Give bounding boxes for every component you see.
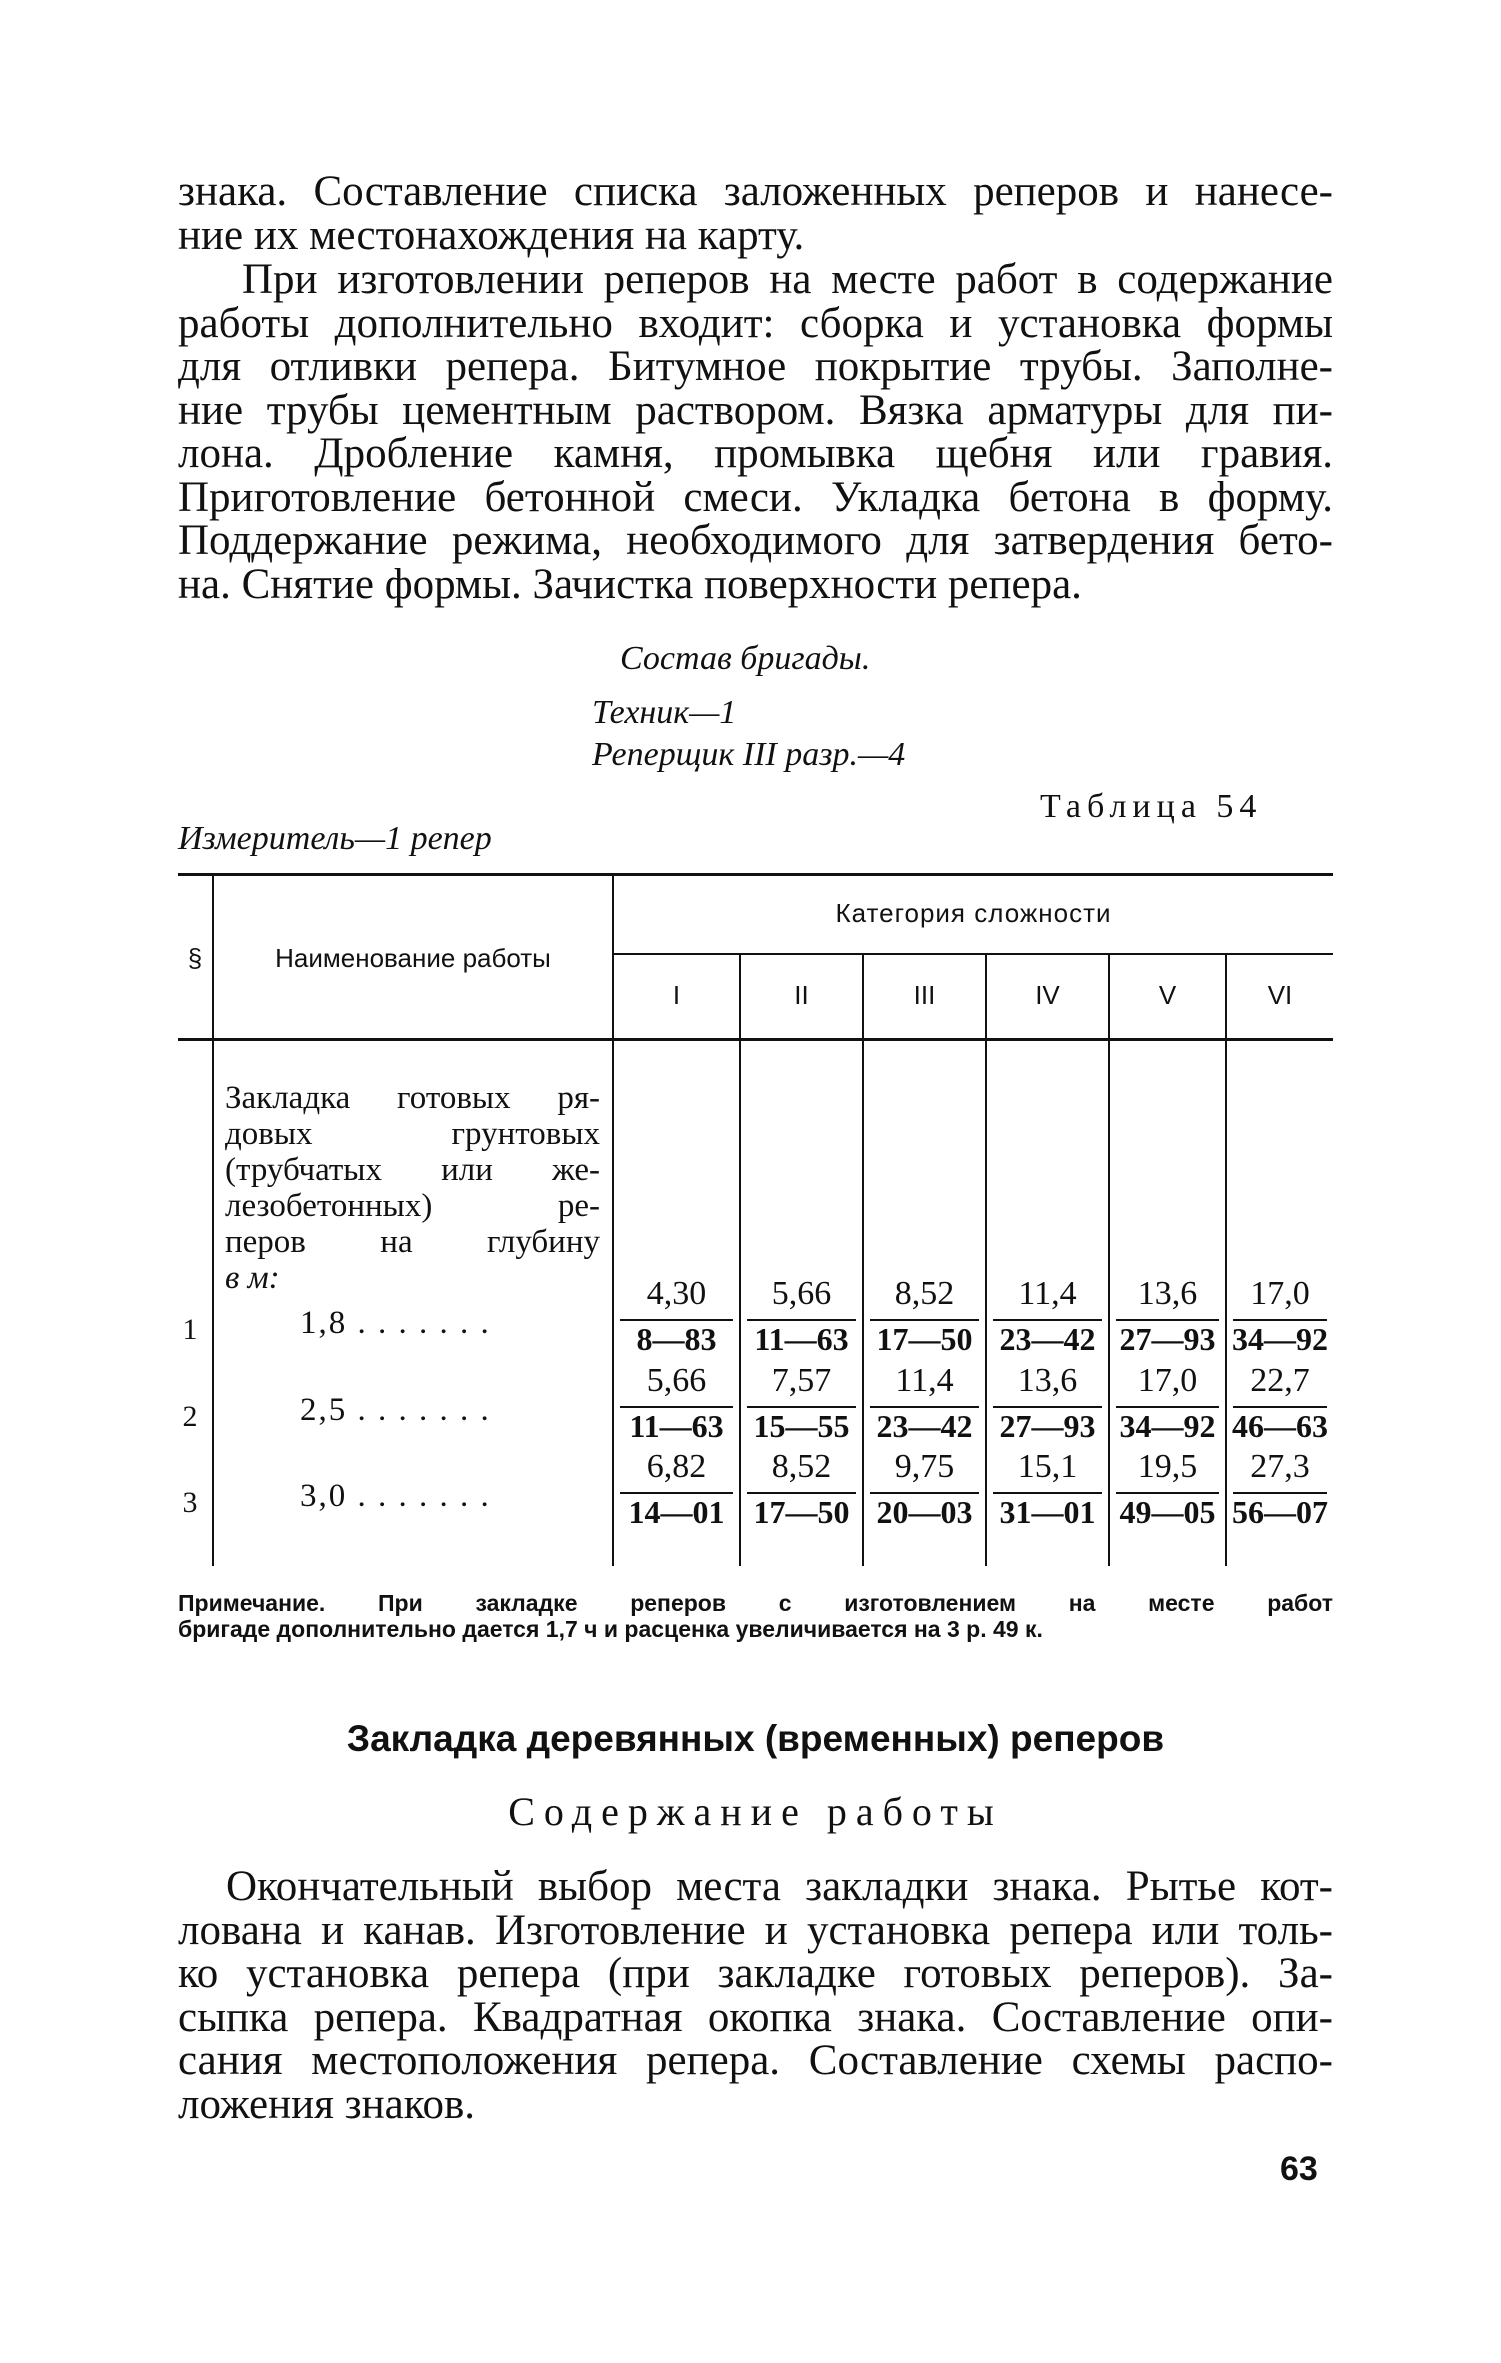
- desc-line: лезобетонных) ре-: [225, 1188, 600, 1224]
- text-line: Приготовление бетонной смеси. Укладка бетона в форму.: [178, 473, 1333, 521]
- cell-rate-value: 15—55: [753, 1408, 850, 1444]
- text-line: При изготовлении реперов на месте работ в содержание: [242, 256, 1333, 303]
- cell-rate-value: 46—63: [1232, 1408, 1328, 1444]
- table-top-rule: [178, 873, 1333, 876]
- desc-line: в м:: [225, 1260, 280, 1296]
- header-category-cell: I: [672, 980, 681, 1010]
- cell-rate-value: 17—50: [876, 1321, 973, 1357]
- text-line: лована и канав. Изготовление и установка репера или толь-: [178, 1906, 1333, 1954]
- header-section: §: [187, 943, 203, 973]
- brigade-member: Реперщик III разр.—4: [592, 736, 906, 773]
- cell-norm-value: 17,0: [1250, 1275, 1310, 1312]
- header-work-name: Наименование работы: [275, 943, 551, 973]
- cell-rate-value: 14—01: [628, 1494, 725, 1530]
- desc-line: (трубчатых или же-: [225, 1152, 600, 1188]
- text-line: сыпка репера. Квадратная окопка знака. Составление опи-: [178, 1993, 1333, 2041]
- cell-rate-value: 27—93: [999, 1408, 1096, 1444]
- row-depth: 3,0 . . . . . . .: [300, 1478, 491, 1514]
- text-line: лона. Дробление камня, промывка щебня или гравия.: [178, 430, 1333, 477]
- header-category-cell: II: [794, 980, 809, 1010]
- text-line: ние трубы цементным раствором. Вязка арматуры для пи-: [178, 386, 1333, 434]
- brigade-member: Техник—1: [592, 694, 737, 731]
- cell-rate-value: 11—63: [629, 1408, 724, 1444]
- cell-norm-value: 11,4: [1018, 1275, 1077, 1312]
- table-header-rule: [178, 1038, 1333, 1041]
- desc-line: довых грунтовых: [225, 1116, 600, 1152]
- cell-rate-value: 49—05: [1119, 1494, 1216, 1530]
- row-number: 2: [182, 1400, 198, 1433]
- cell-norm-value: 6,82: [646, 1448, 707, 1485]
- desc-line: перов на глубину: [225, 1224, 600, 1260]
- section-title: Закладка деревянных (временных) реперов: [346, 1718, 1165, 1759]
- brigade-title: Состав бригады.: [620, 640, 871, 677]
- cell-norm-value: 22,7: [1250, 1362, 1310, 1399]
- cell-norm-value: 17,0: [1137, 1362, 1198, 1399]
- cell-norm-value: 19,5: [1137, 1448, 1198, 1485]
- text-line: на. Снятие формы. Зачистка поверхности репера.: [178, 560, 1082, 608]
- header-category-cell: IV: [1035, 980, 1060, 1010]
- cell-rate-value: 23—42: [999, 1321, 1096, 1357]
- cell-norm-value: 11,4: [895, 1362, 954, 1399]
- work-description: [225, 1080, 600, 1296]
- text-line: Поддержание режима, необходимого для затвердения бето-: [178, 517, 1333, 564]
- table-number: Таблица 54: [1040, 788, 1263, 825]
- cell-norm-value: 13,6: [1137, 1275, 1198, 1312]
- cell-norm-value: 8,52: [894, 1275, 955, 1312]
- cell-norm-value: 15,1: [1017, 1448, 1078, 1485]
- row-depth: 1,8 . . . . . . .: [300, 1305, 491, 1341]
- header-category-cell: VI: [1267, 980, 1293, 1010]
- cell-rate-value: 17—50: [753, 1494, 850, 1530]
- text-line: ко установка репера (при закладке готовых реперов). За-: [178, 1950, 1333, 1997]
- extra-work-paragraph: [178, 258, 1333, 606]
- text-line: ние их местонахождения на карту.: [178, 211, 805, 259]
- cell-rate-value: 34—92: [1232, 1321, 1328, 1357]
- text-line: Окончательный выбор места закладки знака. Рытье кот-: [226, 1863, 1333, 1910]
- cell-norm-value: 13,6: [1017, 1362, 1078, 1399]
- section-subtitle: Содержание работы: [508, 1789, 1003, 1834]
- cell-rate-value: 11—63: [754, 1321, 849, 1357]
- table-note: [178, 1590, 1333, 1642]
- cell-rate-value: 8—83: [636, 1321, 717, 1357]
- row-number: 3: [182, 1486, 198, 1519]
- text-line: ложения знаков.: [178, 2080, 476, 2128]
- page-number: 63: [1280, 2150, 1318, 2188]
- text-line: сания местоположения репера. Составление схемы распо-: [178, 2037, 1333, 2084]
- header-category-cell: III: [913, 980, 936, 1010]
- section-paragraph: [178, 1865, 1333, 2126]
- cell-norm-value: 5,66: [771, 1275, 832, 1312]
- cell-norm-value: 27,3: [1250, 1448, 1310, 1485]
- cell-rate-value: 34—92: [1119, 1408, 1216, 1444]
- cell-rate-value: 31—01: [999, 1494, 1096, 1530]
- note-line: бригаде дополнительно дается 1,7 ч и расценка увеличивается на 3 р. 49 к.: [178, 1616, 1043, 1642]
- intro-paragraph: [178, 170, 1333, 257]
- text-line: знака. Составление списка заложенных реперов и нанесе-: [178, 168, 1333, 215]
- cell-rate-value: 56—07: [1232, 1494, 1328, 1530]
- header-category-cell: V: [1158, 980, 1177, 1010]
- cell-norm-value: 4,30: [646, 1275, 707, 1312]
- row-number: 1: [182, 1313, 198, 1346]
- note-line: Примечание. При закладке реперов с изготовлением на месте работ: [178, 1590, 1333, 1616]
- header-category: Категория сложности: [835, 898, 1112, 928]
- desc-line: Закладка готовых ря-: [225, 1080, 600, 1116]
- column-divider: [212, 876, 214, 1566]
- cell-norm-value: 7,57: [771, 1362, 832, 1399]
- cell-rate-value: 23—42: [876, 1408, 973, 1444]
- table-measure: Измеритель—1 репер: [178, 820, 492, 857]
- row-depth: 2,5 . . . . . . .: [300, 1392, 491, 1428]
- text-line: работы дополнительно входит: сборка и установка формы: [178, 299, 1333, 347]
- cell-norm-value: 8,52: [771, 1448, 832, 1485]
- cell-rate-value: 27—93: [1119, 1321, 1216, 1357]
- cell-norm-value: 5,66: [646, 1362, 707, 1399]
- text-line: для отливки репера. Битумное покрытие трубы. Заполне-: [178, 343, 1333, 390]
- cell-norm-value: 9,75: [894, 1448, 955, 1485]
- cell-rate-value: 20—03: [876, 1494, 973, 1530]
